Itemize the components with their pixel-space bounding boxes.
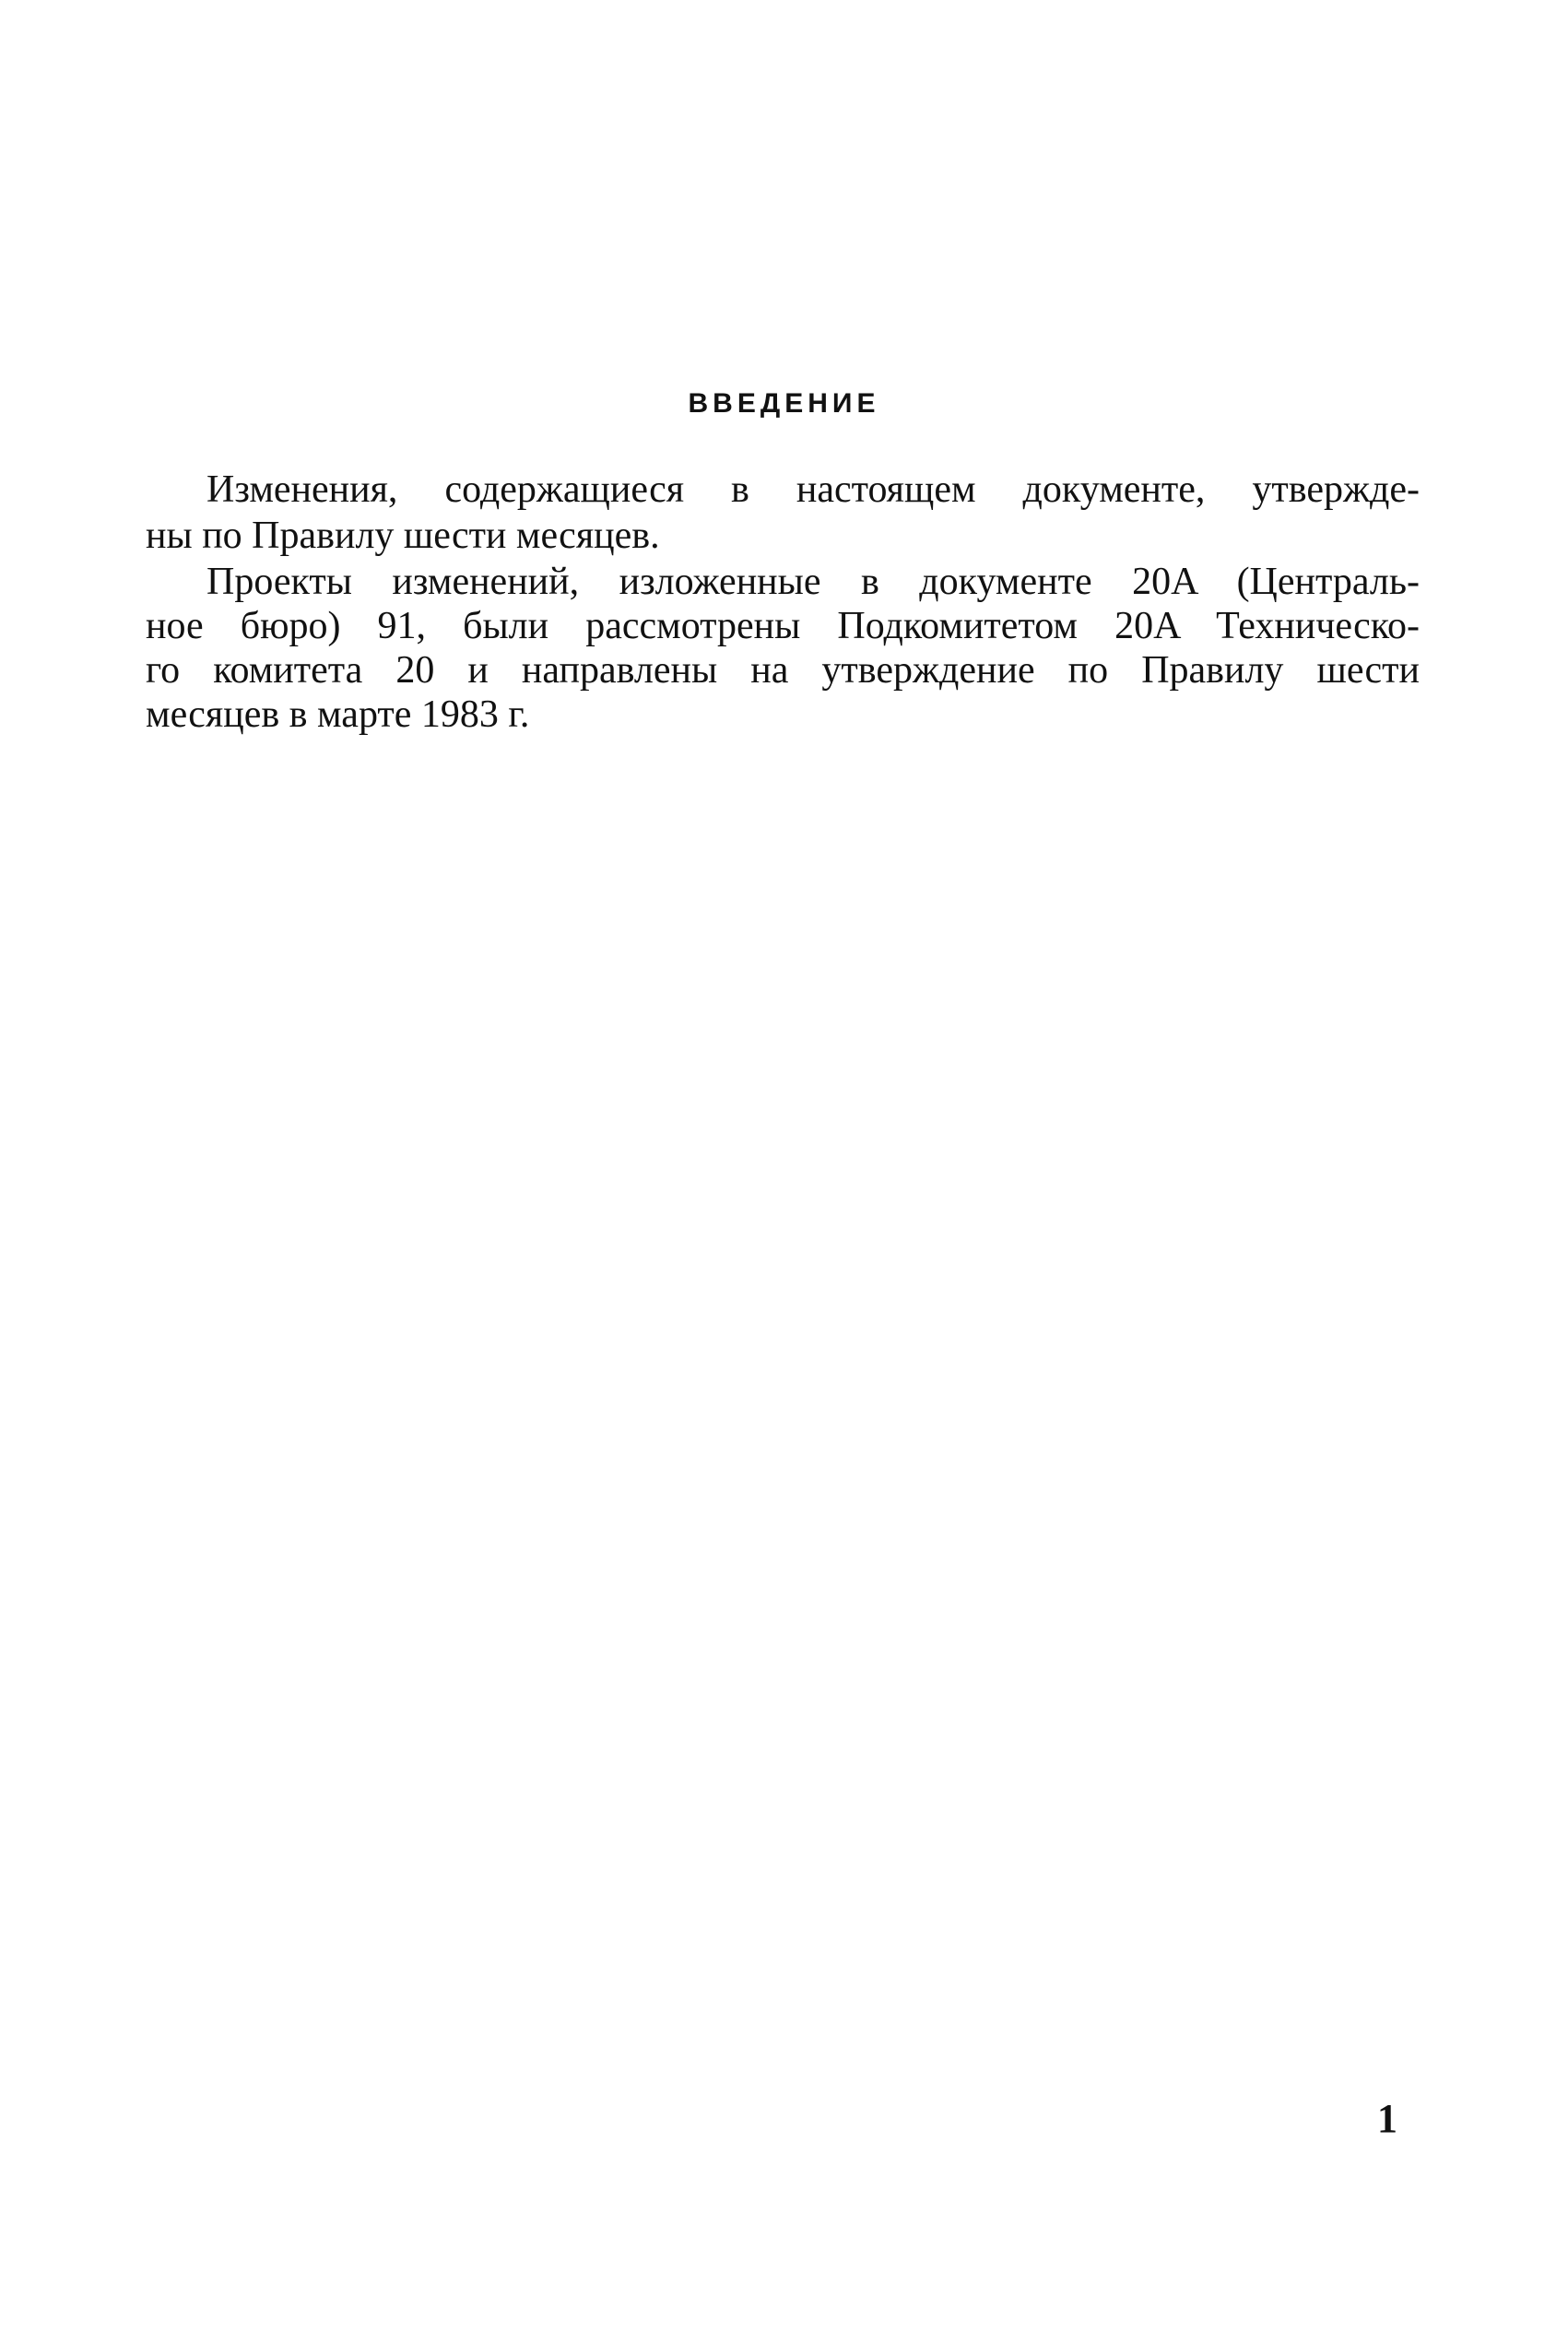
paragraph-2-line-4: месяцев в марте 1983 г. (146, 693, 530, 736)
paragraph-2-line-1: Проекты изменений, изложенные в документе 20A (Централь- (206, 561, 1420, 603)
paragraph-1-line-1: Изменения, содержащиеся в настоящем документе, утверждe- (206, 468, 1420, 511)
page-number: 1 (1377, 2096, 1397, 2141)
paragraph-2-line-3: го комитета 20 и направлены на утверждение по Правилу шести (146, 649, 1420, 692)
section-heading: ВВЕДЕНИЕ (688, 388, 880, 419)
paragraph-2-line-2: ное бюро) 91, были рассмотрены Подкомитетом 20A Техническо- (146, 605, 1420, 647)
paragraph-1-line-2: ны по Правилу шести месяцев. (146, 515, 660, 557)
